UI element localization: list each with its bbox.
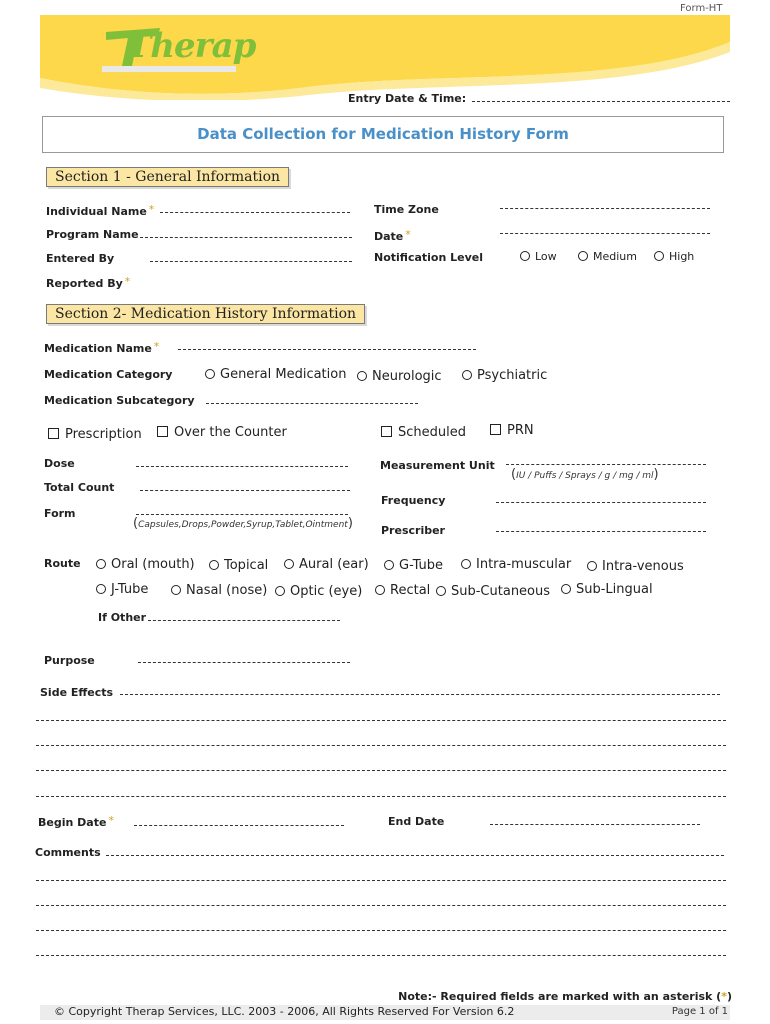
route-label: Route bbox=[44, 557, 81, 570]
logo-text: Therap bbox=[126, 26, 256, 66]
prescriber-field[interactable] bbox=[496, 531, 706, 532]
radio-icon bbox=[209, 560, 219, 570]
if-other-field[interactable] bbox=[148, 620, 340, 621]
reported-by-label: Reported By * bbox=[46, 275, 131, 290]
entry-date-label: Entry Date & Time: bbox=[348, 92, 467, 105]
route-gtube-radio[interactable]: G-Tube bbox=[384, 558, 443, 573]
therap-logo bbox=[98, 22, 256, 80]
medication-name-field[interactable] bbox=[178, 349, 476, 350]
radio-icon bbox=[654, 251, 664, 261]
form-field[interactable] bbox=[136, 514, 348, 515]
radio-icon bbox=[461, 559, 471, 569]
checkbox-icon bbox=[157, 426, 168, 437]
section2-title: Section 2- Medication History Information bbox=[46, 304, 365, 324]
if-other-label: If Other bbox=[98, 611, 147, 624]
frequency-label: Frequency bbox=[381, 494, 446, 507]
radio-icon bbox=[384, 560, 394, 570]
route-rectal-radio[interactable]: Rectal bbox=[375, 583, 430, 598]
individual-name-field[interactable] bbox=[160, 212, 350, 213]
prn-checkbox[interactable]: PRN bbox=[490, 423, 534, 438]
radio-icon bbox=[578, 251, 588, 261]
begin-date-field[interactable] bbox=[134, 825, 344, 826]
route-nasal-radio[interactable]: Nasal (nose) bbox=[171, 583, 267, 598]
prescription-checkbox[interactable]: Prescription bbox=[48, 427, 142, 442]
radio-icon bbox=[275, 586, 285, 596]
radio-icon bbox=[462, 370, 472, 380]
entered-by-label: Entered By bbox=[46, 252, 115, 265]
date-field[interactable] bbox=[500, 233, 710, 234]
side-effects-label: Side Effects bbox=[40, 686, 114, 699]
comments-line[interactable] bbox=[36, 905, 726, 906]
side-effects-line[interactable] bbox=[36, 770, 726, 771]
section1-title: Section 1 - General Information bbox=[46, 167, 289, 187]
side-effects-line[interactable] bbox=[36, 745, 726, 746]
radio-icon bbox=[96, 559, 106, 569]
comments-label: Comments bbox=[35, 846, 101, 859]
form-code: Form-HT bbox=[680, 3, 723, 14]
purpose-field[interactable] bbox=[138, 662, 350, 663]
route-intramuscular-radio[interactable]: Intra-muscular bbox=[461, 557, 571, 572]
begin-date-label: Begin Date * bbox=[38, 814, 114, 829]
category-psychiatric-radio[interactable]: Psychiatric bbox=[462, 368, 547, 383]
measurement-unit-label: Measurement Unit bbox=[380, 459, 495, 472]
medication-subcategory-label: Medication Subcategory bbox=[44, 394, 195, 407]
side-effects-field[interactable] bbox=[120, 694, 720, 695]
otc-checkbox[interactable]: Over the Counter bbox=[157, 425, 287, 440]
end-date-label: End Date bbox=[388, 815, 445, 828]
total-count-label: Total Count bbox=[44, 481, 115, 494]
notification-level-label: Notification Level bbox=[374, 251, 484, 264]
checkbox-icon bbox=[48, 428, 59, 439]
comments-line[interactable] bbox=[36, 880, 726, 881]
comments-line[interactable] bbox=[36, 930, 726, 931]
radio-icon bbox=[561, 584, 571, 594]
medication-category-label: Medication Category bbox=[44, 368, 173, 381]
medication-name-label: Medication Name * bbox=[44, 340, 160, 355]
purpose-label: Purpose bbox=[44, 654, 95, 667]
dose-label: Dose bbox=[44, 457, 75, 470]
program-name-label: Program Name bbox=[46, 228, 139, 241]
level-high-radio[interactable]: High bbox=[654, 250, 694, 263]
side-effects-line[interactable] bbox=[36, 720, 726, 721]
route-intravenous-radio[interactable]: Intra-venous bbox=[587, 559, 684, 574]
form-title: Data Collection for Medication History Form bbox=[197, 125, 569, 143]
radio-icon bbox=[357, 371, 367, 381]
radio-icon bbox=[436, 586, 446, 596]
unit-hint: (IU / Puffs / Sprays / g / mg / ml) bbox=[511, 467, 659, 482]
copyright: © Copyright Therap Services, LLC. 2003 - 2006, All Rights Reserved For Version 6.2 bbox=[54, 1005, 515, 1018]
form-hint: (Capsules,Drops,Powder,Syrup,Tablet,Ointment) bbox=[133, 516, 353, 531]
level-low-radio[interactable]: Low bbox=[520, 250, 557, 263]
route-oral-radio[interactable]: Oral (mouth) bbox=[96, 557, 195, 572]
radio-icon bbox=[96, 584, 106, 594]
level-medium-radio[interactable]: Medium bbox=[578, 250, 637, 263]
date-label: Date * bbox=[374, 228, 411, 243]
required-note: Note:- Required fields are marked with an asterisk (*) bbox=[398, 990, 732, 1003]
entry-date-field[interactable] bbox=[472, 101, 730, 102]
radio-icon bbox=[375, 585, 385, 595]
dose-field[interactable] bbox=[136, 466, 348, 467]
category-general-radio[interactable]: General Medication bbox=[205, 367, 346, 382]
time-zone-field[interactable] bbox=[500, 208, 710, 209]
page-label: Page 1 of 1 bbox=[671, 1006, 728, 1017]
scheduled-checkbox[interactable]: Scheduled bbox=[381, 425, 466, 440]
route-sublingual-radio[interactable]: Sub-Lingual bbox=[561, 582, 653, 597]
medication-subcategory-field[interactable] bbox=[206, 403, 418, 404]
radio-icon bbox=[520, 251, 530, 261]
individual-name-label: Individual Name * bbox=[46, 203, 155, 218]
route-jtube-radio[interactable]: J-Tube bbox=[96, 582, 148, 597]
radio-icon bbox=[284, 559, 294, 569]
checkbox-icon bbox=[490, 424, 501, 435]
form-title-box bbox=[42, 116, 724, 153]
time-zone-label: Time Zone bbox=[374, 203, 439, 216]
program-name-field[interactable] bbox=[140, 237, 352, 238]
radio-icon bbox=[171, 585, 181, 595]
radio-icon bbox=[205, 369, 215, 379]
route-topical-radio[interactable]: Topical bbox=[209, 558, 268, 573]
radio-icon bbox=[587, 561, 597, 571]
comments-line[interactable] bbox=[36, 955, 726, 956]
category-neurologic-radio[interactable]: Neurologic bbox=[357, 369, 442, 384]
side-effects-line[interactable] bbox=[36, 796, 726, 797]
entered-by-field[interactable] bbox=[150, 261, 352, 262]
prescriber-label: Prescriber bbox=[381, 524, 445, 537]
frequency-field[interactable] bbox=[496, 502, 706, 503]
checkbox-icon bbox=[381, 426, 392, 437]
end-date-field[interactable] bbox=[490, 824, 700, 825]
route-optic-radio[interactable]: Optic (eye) bbox=[275, 584, 362, 599]
route-subcutaneous-radio[interactable]: Sub-Cutaneous bbox=[436, 584, 550, 599]
comments-field[interactable] bbox=[106, 855, 724, 856]
measurement-unit-field[interactable] bbox=[506, 464, 706, 465]
form-label: Form bbox=[44, 507, 76, 520]
total-count-field[interactable] bbox=[140, 490, 350, 491]
route-aural-radio[interactable]: Aural (ear) bbox=[284, 557, 369, 572]
